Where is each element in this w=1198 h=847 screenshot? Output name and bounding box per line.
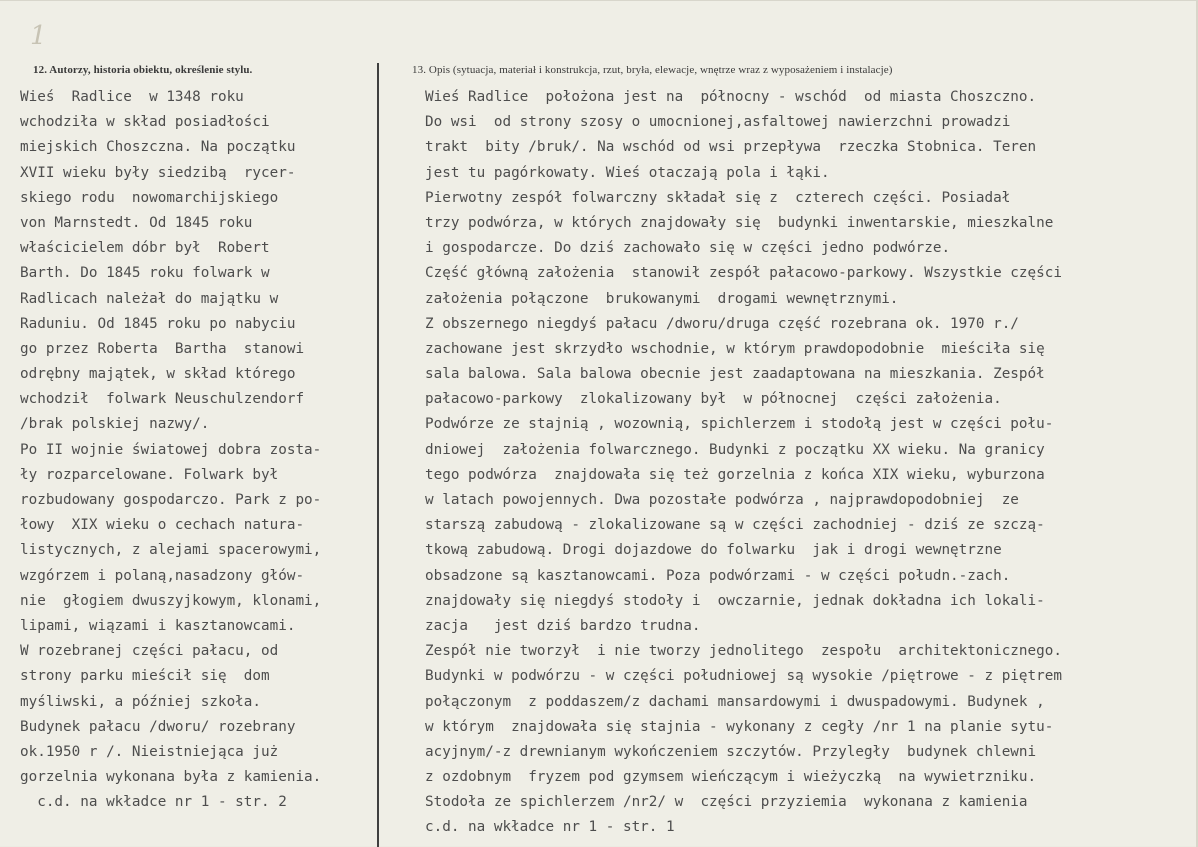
left-text-line: /brak polskiej nazwy/. xyxy=(20,416,210,433)
section-13-text xyxy=(425,85,1190,841)
right-text-line: zacja jest dziś bardzo trudna. xyxy=(425,617,701,634)
right-text-line: założenia połączone brukowanymi drogami wewnętrznymi. xyxy=(425,290,899,307)
right-text-line: Budynki w podwórzu - w części południowej są wysokie /piętrowe - z piętrem xyxy=(425,668,1062,685)
left-text-line: von Marnstedt. Od 1845 roku xyxy=(20,214,253,231)
left-text-line: skiego rodu nowomarchijskiego xyxy=(20,189,279,206)
left-text-line: Po II wojnie światowej dobra zosta- xyxy=(20,441,322,458)
left-text-line: XVII wieku były siedzibą rycer- xyxy=(20,164,296,181)
left-text-line: W rozebranej części pałacu, od xyxy=(20,643,279,660)
right-text-line: jest tu pagórkowaty. Wieś otaczają pola i łąki. xyxy=(425,164,830,181)
left-text-line: Wieś Radlice w 1348 roku xyxy=(20,89,244,105)
column-divider xyxy=(377,63,379,847)
section-12-header: 12. Autorzy, historia obiektu, określenie stylu. xyxy=(33,64,253,76)
left-text-line: myśliwski, a później szkoła. xyxy=(20,693,262,710)
right-text-line: w latach powojennych. Dwa pozostałe podwórza , najprawdopodobniej ze xyxy=(425,492,1019,508)
right-text-line: Stodoła ze spichlerzem /nr2/ w części przyziemia wykonana z kamienia xyxy=(425,794,1028,811)
left-text-line: miejskich Choszczna. Na początku xyxy=(20,139,296,156)
right-text-line: tkową zabudową. Drogi dojazdowe do folwarku jak i drogi wewnętrzne xyxy=(425,542,1002,559)
left-text-line: właścicielem dóbr był Robert xyxy=(20,240,270,257)
left-text-line: ok.1950 r /. Nieistniejąca już xyxy=(20,743,279,760)
right-text-line: Pierwotny zespół folwarczny składał się z czterech części. Posiadał xyxy=(425,189,1011,206)
left-text-line: listycznych, z alejami spacerowymi, xyxy=(20,542,322,559)
right-text-line: Część główną założenia stanowił zespół pałacowo-parkowy. Wszystkie części xyxy=(425,265,1062,282)
right-text-line: Z obszernego niegdyś pałacu /dworu/druga część rozebrana ok. 1970 r./ xyxy=(425,315,1019,332)
left-text-line: nie głogiem dwuszyjkowym, klonami, xyxy=(20,592,322,609)
right-text-line: w którym znajdowała się stajnia - wykonany z cegły /nr 1 na planie sytu- xyxy=(425,718,1054,735)
right-text-line: i gospodarcze. Do dziś zachowało się w części jedno podwórze. xyxy=(425,240,951,257)
right-text-line: tego podwórza znajdowała się też gorzelnia z końca XIX wieku, wyburzona xyxy=(425,466,1045,483)
right-text-line: Wieś Radlice położona jest na północny - wschód od miasta Choszczno. xyxy=(425,89,1037,105)
right-text-line: obsadzone są kasztanowcami. Poza podwórzami - w części połudn.-zach. xyxy=(425,567,1011,584)
right-text-line: znajdowały się niegdyś stodoły i owczarnie, jednak dokładna ich lokali- xyxy=(425,592,1045,609)
section-13-header: 13. Opis (sytuacja, materiał i konstrukcja, rzut, bryła, elewacje, wnętrze wraz z wyposażeniem i instalacje) xyxy=(412,64,893,76)
left-text-line: ły rozparcelowane. Folwark był xyxy=(20,466,279,483)
right-text-line: Do wsi od strony szosy o umocnionej,asfaltowej nawierzchni prowadzi xyxy=(425,114,1011,131)
right-text-line: trzy podwórza, w których znajdowały się budynki inwentarskie, mieszkalne xyxy=(425,214,1054,231)
left-text-line: c.d. na wkładce nr 1 - str. 2 xyxy=(20,794,287,811)
left-text-line: wchodziła w skład posiadłości xyxy=(20,114,270,131)
right-text-line: połączonym z poddaszem/z dachami mansardowymi i dwuspadowymi. Budynek , xyxy=(425,693,1045,710)
right-text-line: Zespół nie tworzył i nie tworzy jednolitego zespołu architektonicznego. xyxy=(425,643,1062,660)
left-text-line: strony parku mieścił się dom xyxy=(20,668,270,685)
handwritten-page-mark: 1 xyxy=(30,21,47,51)
right-text-line: pałacowo-parkowy zlokalizowany był w północnej części założenia. xyxy=(425,391,1002,408)
right-text-line: dniowej założenia folwarcznego. Budynki z początku XX wieku. Na granicy xyxy=(425,441,1045,458)
left-text-line: wchodził folwark Neuschulzendorf xyxy=(20,391,305,408)
right-text-line: acyjnym/-z drewnianym wykończeniem szczytów. Przyległy budynek chlewni xyxy=(425,743,1037,760)
right-text-line: starszą zabudową - zlokalizowane są w części zachodniej - dziś ze szczą- xyxy=(425,517,1045,534)
left-text-line: wzgórzem i polaną,nasadzony głów- xyxy=(20,567,305,584)
left-text-line: Budynek pałacu /dworu/ rozebrany xyxy=(20,718,296,735)
left-text-line: odrębny majątek, w skład którego xyxy=(20,366,296,383)
section-12-text xyxy=(20,85,372,815)
left-text-line: gorzelnia wykonana była z kamienia. xyxy=(20,769,322,786)
left-text-line: łowy XIX wieku o cechach natura- xyxy=(20,517,305,534)
right-text-line: Podwórze ze stajnią , wozownią, spichlerzem i stodołą jest w części połu- xyxy=(425,416,1054,433)
right-text-line: sala balowa. Sala balowa obecnie jest zaadaptowana na mieszkania. Zespół xyxy=(425,366,1045,383)
left-text-line: Radlicach należał do majątku w xyxy=(20,290,279,307)
left-text-line: Barth. Do 1845 roku folwark w xyxy=(20,265,270,282)
right-text-line: zachowane jest skrzydło wschodnie, w którym prawdopodobnie mieściła się xyxy=(425,340,1045,357)
left-text-line: lipami, wiązami i kasztanowcami. xyxy=(20,617,296,634)
left-text-line: rozbudowany gospodarczo. Park z po- xyxy=(20,492,322,508)
left-text-line: go przez Roberta Bartha stanowi xyxy=(20,340,305,357)
right-text-line: c.d. na wkładce nr 1 - str. 1 xyxy=(425,819,675,836)
left-text-line: Raduniu. Od 1845 roku po nabyciu xyxy=(20,315,296,332)
right-text-line: trakt bity /bruk/. Na wschód od wsi przepływa rzeczka Stobnica. Teren xyxy=(425,139,1037,156)
right-text-line: z ozdobnym fryzem pod gzymsem wieńczącym i wieżyczką na wywietrzniku. xyxy=(425,769,1037,786)
